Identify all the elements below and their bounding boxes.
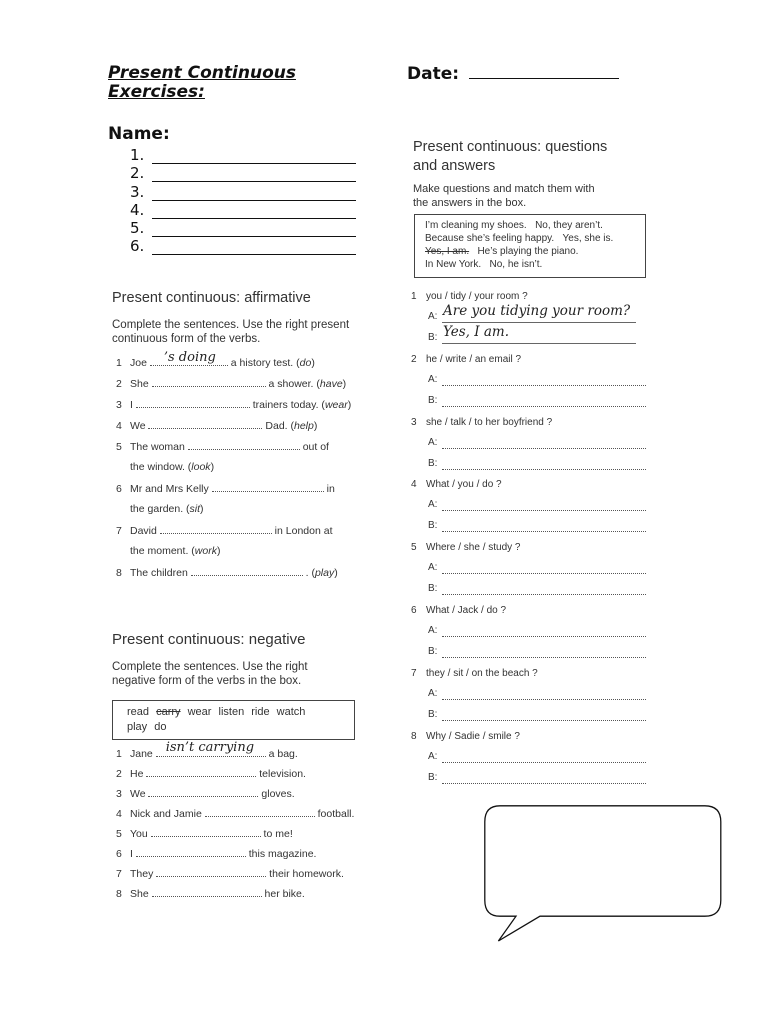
- question-number: 2: [411, 353, 417, 365]
- question-prompt: they / sit / on the beach ?: [426, 667, 538, 679]
- answer-blank[interactable]: [205, 807, 315, 817]
- answer-b-line[interactable]: [442, 520, 646, 532]
- answer-b-label: B:: [428, 771, 438, 783]
- question-prompt: Why / Sadie / smile ?: [426, 730, 520, 742]
- affirmative-item-6-cont: the garden. (sit): [130, 503, 204, 515]
- question-prompt: she / talk / to her boyfriend ?: [426, 416, 553, 428]
- negative-item-6[interactable]: 6 I this magazine.: [116, 848, 317, 860]
- answers-box-line: Because she’s feeling happy. Yes, she is.: [425, 233, 614, 244]
- answer-a-label: A:: [428, 625, 438, 636]
- speech-bubble[interactable]: [456, 805, 752, 945]
- answer-a-line[interactable]: [442, 374, 646, 386]
- answer-blank[interactable]: [152, 377, 266, 387]
- question-number: 5: [411, 542, 417, 554]
- question-prompt: What / Jack / do ?: [426, 605, 507, 616]
- name-line[interactable]: [152, 150, 356, 164]
- verb-box-line-1: read carry wear listen ride watch: [127, 706, 306, 718]
- affirmative-item-7-cont: the moment. (work): [130, 545, 221, 557]
- answer-blank[interactable]: [148, 419, 262, 429]
- question-number: 3: [411, 416, 417, 428]
- negative-item-4[interactable]: 4 Nick and Jamie football.: [116, 808, 355, 820]
- handwritten-answer: Are you tidying your room?: [443, 303, 631, 319]
- answer-blank[interactable]: [191, 566, 303, 576]
- question-number: 1: [411, 291, 417, 302]
- name-line[interactable]: [152, 241, 356, 255]
- negative-item-2[interactable]: 2 He television.: [116, 768, 306, 780]
- answer-blank[interactable]: [156, 867, 266, 877]
- negative-item-1[interactable]: 1 Jane isn’t carrying a bag.: [116, 740, 298, 760]
- name-line[interactable]: [152, 205, 356, 219]
- question-item: [411, 354, 521, 365]
- question-item: [411, 417, 552, 428]
- date-line[interactable]: [469, 64, 619, 79]
- question-item: [411, 731, 520, 742]
- questions-instruction: Make questions and match them with the answers in the box.: [413, 183, 595, 209]
- question-number: 6: [411, 605, 417, 616]
- answer-blank[interactable]: [136, 847, 246, 857]
- question-prompt: he / write / an email ?: [426, 353, 522, 365]
- answer-b-line[interactable]: [442, 772, 646, 784]
- name-label: Name:: [108, 124, 170, 144]
- handwritten-answer: ’s doing: [163, 350, 216, 365]
- answer-a-line[interactable]: [442, 562, 646, 574]
- questions-heading: Present continuous: questions and answers: [413, 139, 608, 174]
- affirmative-heading: Present continuous: affirmative: [112, 290, 311, 306]
- speech-bubble-outline: [485, 806, 721, 941]
- answer-b-label: B:: [428, 708, 438, 720]
- question-number: 4: [411, 479, 417, 491]
- answer-b-label: B:: [428, 520, 438, 532]
- name-line[interactable]: [152, 168, 356, 182]
- name-row[interactable]: 2.: [130, 164, 356, 182]
- question-prompt: Where / she / study ?: [426, 542, 521, 554]
- answer-b-label: B:: [428, 583, 438, 595]
- affirmative-item-2[interactable]: 2 She a shower. (have): [116, 378, 347, 390]
- answer-a-label: A:: [428, 436, 438, 448]
- question-item: [411, 542, 521, 553]
- affirmative-item-7[interactable]: 7 David in London at: [116, 525, 333, 537]
- answer-a-line[interactable]: [442, 625, 646, 637]
- affirmative-item-3[interactable]: 3 I trainers today. (wear): [116, 399, 352, 411]
- affirmative-item-6[interactable]: 6 Mr and Mrs Kelly in: [116, 483, 335, 495]
- name-row[interactable]: 1.: [130, 146, 356, 164]
- answer-b-label: B:: [428, 332, 438, 343]
- answer-blank[interactable]: [146, 767, 256, 777]
- title-line-1: Present Continuous: [108, 63, 296, 83]
- answer-b-label: B:: [428, 394, 438, 406]
- answer-blank[interactable]: [160, 524, 272, 534]
- name-row[interactable]: 5.: [130, 219, 356, 237]
- answer-b-line[interactable]: [442, 583, 646, 595]
- question-item: [411, 605, 506, 616]
- name-line[interactable]: [152, 223, 356, 237]
- negative-item-5[interactable]: 5 You to me!: [116, 828, 293, 840]
- question-prompt: What / you / do ?: [426, 479, 502, 491]
- answer-b-label: B:: [428, 646, 438, 657]
- negative-heading: Present continuous: negative: [112, 631, 306, 648]
- handwritten-answer: isn’t carrying: [165, 740, 255, 755]
- answer-a-line[interactable]: [442, 499, 646, 511]
- affirmative-item-8[interactable]: 8 The children . (play): [116, 567, 338, 579]
- verb-box: [112, 700, 355, 740]
- answers-box: [414, 214, 646, 278]
- answer-a-line[interactable]: [442, 751, 646, 763]
- question-item: [411, 479, 502, 490]
- verb-box-line-2: play do: [127, 721, 167, 733]
- answer-a-label: A:: [428, 373, 438, 385]
- question-prompt: you / tidy / your room ?: [426, 291, 528, 302]
- answer-a-label: A:: [428, 499, 438, 511]
- affirmative-item-5[interactable]: 5 The woman out of: [116, 441, 329, 453]
- question-number: 8: [411, 730, 417, 742]
- negative-instruction: Complete the sentences. Use the right negative form of the verbs in the box.: [112, 661, 308, 687]
- answers-box-line: In New York. No, he isn’t.: [425, 259, 543, 270]
- affirmative-item-5-cont: the window. (look): [130, 461, 215, 473]
- answer-b-line[interactable]: [442, 646, 646, 658]
- question-number: 7: [411, 667, 417, 679]
- answer-b-line[interactable]: [442, 458, 646, 470]
- negative-item-3[interactable]: 3 We gloves.: [116, 788, 295, 800]
- answers-box-line: I’m cleaning my shoes. No, they aren’t.: [425, 220, 603, 231]
- answer-b-label: B:: [428, 457, 438, 469]
- negative-item-8[interactable]: 8 She her bike.: [116, 888, 305, 900]
- answer-blank[interactable]: [151, 827, 261, 837]
- answer-a-label: A:: [428, 311, 438, 322]
- date-field[interactable]: [407, 64, 619, 84]
- date-label: Date:: [407, 64, 465, 84]
- answer-blank[interactable]: [152, 887, 262, 897]
- question-item: [411, 291, 528, 302]
- title-line-2: Exercises:: [108, 82, 205, 102]
- answer-b-line[interactable]: [442, 709, 646, 721]
- name-list: [130, 146, 356, 255]
- negative-item-7[interactable]: 7 They their homework.: [116, 868, 344, 880]
- answer-b-line[interactable]: [442, 395, 646, 407]
- affirmative-item-4[interactable]: 4 We Dad. (help): [116, 420, 318, 432]
- page-title: [108, 64, 296, 102]
- answer-blank[interactable]: [148, 787, 258, 797]
- answer-a-label: A:: [428, 562, 438, 574]
- name-row[interactable]: 3.: [130, 182, 356, 200]
- name-line[interactable]: [152, 187, 356, 201]
- handwritten-answer: Yes, I am.: [443, 324, 510, 340]
- answer-a-line[interactable]: [442, 437, 646, 449]
- affirmative-item-1[interactable]: 1 Joe ’s doing a history test. (do): [116, 350, 315, 369]
- answer-a-line[interactable]: [442, 688, 646, 700]
- question-item: [411, 668, 538, 679]
- answer-blank[interactable]: [150, 350, 228, 366]
- answer-a-label: A:: [428, 750, 438, 762]
- answers-box-line: Yes, I am. He’s playing the piano.: [425, 246, 579, 257]
- affirmative-instruction: Complete the sentences. Use the right present continuous form of the verbs.: [112, 319, 350, 345]
- answer-a-label: A:: [428, 687, 438, 699]
- answer-blank[interactable]: [212, 482, 324, 492]
- name-row[interactable]: 4.: [130, 201, 356, 219]
- answer-blank[interactable]: [188, 440, 300, 450]
- answer-blank[interactable]: [136, 398, 250, 408]
- name-row[interactable]: 6.: [130, 237, 356, 255]
